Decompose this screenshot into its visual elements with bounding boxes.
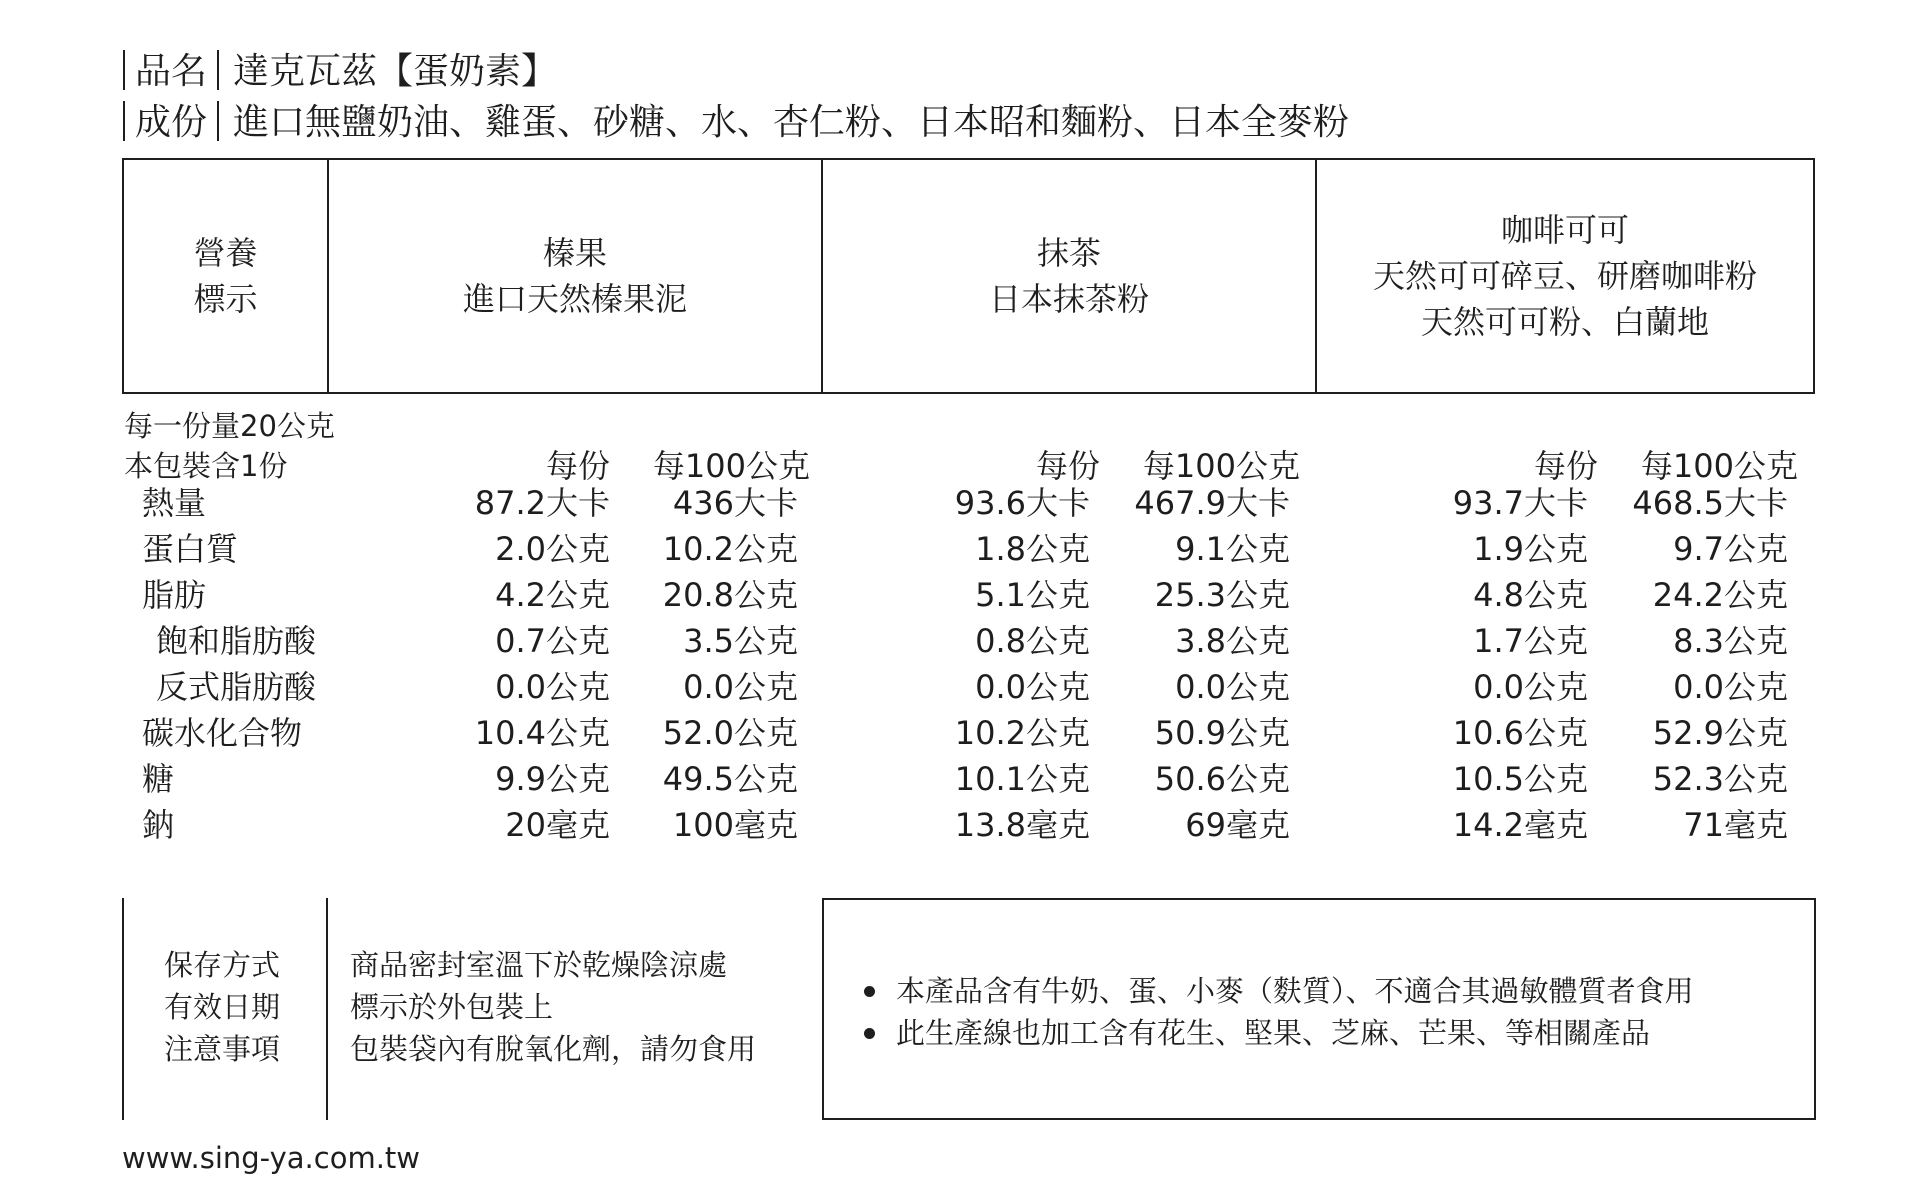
nutrient-value: 52.3公克 [1652,760,1788,798]
nutrient-value: 9.1公克 [1175,530,1290,568]
nutrient-value: 5.1公克 [975,576,1090,614]
nutrient-name: 飽和脂肪酸 [156,622,317,660]
divider-bar [123,50,125,90]
nutrition-label-line2: 標示 [193,280,258,318]
nutrient-value: 2.0公克 [495,530,610,568]
product-name-line [123,50,557,94]
nutrient-value: 3.8公克 [1175,622,1290,660]
nutrient-name: 蛋白質 [142,530,239,568]
nutrient-name: 碳水化合物 [142,714,303,752]
nutrient-value: 10.1公克 [954,760,1090,798]
allergen-note-text: 此生產線也加工含有花生、堅果、芝麻、芒果、等相關產品 [896,1016,1651,1050]
nutrient-value: 13.8毫克 [954,806,1090,844]
nutrient-value: 0.0公克 [1473,668,1588,706]
allergen-note [896,1012,1814,1054]
divider-line [326,898,328,1120]
divider-bar [217,101,219,141]
serving-size: 每一份量20公克 [124,409,335,443]
nutrient-name: 糖 [142,760,175,798]
col-header-per-100g: 每100公克 [1640,447,1798,485]
flavor-cell-hazelnut [329,160,823,392]
bullet-icon [864,986,875,997]
notice-label: 注意事項 [164,1032,281,1066]
nutrient-name: 熱量 [142,484,207,522]
nutrient-value: 50.6公克 [1154,760,1290,798]
expiry-label: 有效日期 [164,990,281,1024]
nutrition-label-line1: 營養 [193,234,258,272]
nutrient-value: 100毫克 [672,806,798,844]
flavor-name: 抹茶 [1036,234,1101,272]
nutrient-value: 20.8公克 [662,576,798,614]
nutrient-value: 8.3公克 [1673,622,1788,660]
nutrient-value: 436大卡 [672,484,798,522]
allergen-note [896,970,1814,1012]
col-header-per-serving: 每份 [1035,447,1100,485]
nutrient-value: 10.6公克 [1452,714,1588,752]
flavor-name: 咖啡可可 [1500,211,1629,249]
nutrient-value: 0.0公克 [1673,668,1788,706]
nutrient-name: 反式脂肪酸 [156,668,317,706]
nutrient-value: 87.2大卡 [474,484,610,522]
nutrient-value: 4.2公克 [495,576,610,614]
nutrient-name: 脂肪 [142,576,207,614]
nutrition-label-cell [124,160,329,392]
divider-bar [217,50,219,90]
ingredients-value: 進口無鹽奶油、雞蛋、砂糖、水、杏仁粉、日本昭和麵粉、日本全麥粉 [233,102,1350,143]
nutrient-value: 1.7公克 [1473,622,1588,660]
col-header-per-serving: 每份 [1533,447,1598,485]
nutrient-value: 10.2公克 [662,530,798,568]
nutrient-value: 71毫克 [1683,806,1788,844]
flavor-header-table [122,158,1815,394]
flavor-desc: 日本抹茶粉 [988,280,1149,318]
nutrient-value: 49.5公克 [662,760,798,798]
col-header-per-100g: 每100公克 [652,447,810,485]
nutrient-value: 24.2公克 [1652,576,1788,614]
nutrient-value: 1.8公克 [975,530,1090,568]
nutrient-value: 0.0公克 [975,668,1090,706]
flavor-desc: 天然可可粉、白蘭地 [1420,303,1709,341]
product-name-value: 達克瓦茲【蛋奶素】 [233,51,558,92]
nutrient-name: 鈉 [142,806,175,844]
divider-line [122,898,124,1120]
flavor-desc: 天然可可碎豆、研磨咖啡粉 [1372,257,1757,295]
nutrient-value: 9.9公克 [495,760,610,798]
allergen-notice-box [822,898,1816,1120]
nutrient-value: 9.7公克 [1673,530,1788,568]
website-url: www.sing-ya.com.tw [122,1141,421,1175]
expiry-value: 標示於外包裝上 [350,990,554,1024]
nutrient-value: 52.0公克 [662,714,798,752]
nutrient-value: 1.9公克 [1473,530,1588,568]
col-header-per-serving: 每份 [545,447,610,485]
col-header-per-100g: 每100公克 [1142,447,1300,485]
ingredients-line [123,101,1349,145]
nutrient-value: 93.6大卡 [954,484,1090,522]
divider-bar [123,101,125,141]
nutrient-value: 93.7大卡 [1452,484,1588,522]
nutrient-value: 69毫克 [1185,806,1290,844]
ingredients-label: 成份 [135,102,208,143]
flavor-cell-coffee-cocoa [1317,160,1813,392]
serving-count: 本包裝含1份 [124,449,288,483]
nutrient-value: 10.5公克 [1452,760,1588,798]
nutrient-value: 50.9公克 [1154,714,1290,752]
nutrient-value: 20毫克 [505,806,610,844]
flavor-name: 榛果 [542,234,607,272]
nutrient-value: 0.0公克 [495,668,610,706]
flavor-cell-matcha [823,160,1317,392]
nutrient-value: 10.2公克 [954,714,1090,752]
storage-label: 保存方式 [164,948,281,982]
nutrient-value: 3.5公克 [683,622,798,660]
nutrient-value: 52.9公克 [1652,714,1788,752]
storage-value: 商品密封室溫下於乾燥陰涼處 [350,948,728,982]
nutrient-value: 14.2毫克 [1452,806,1588,844]
nutrient-value: 0.0公克 [683,668,798,706]
nutrient-value: 4.8公克 [1473,576,1588,614]
nutrient-value: 0.0公克 [1175,668,1290,706]
product-name-label: 品名 [135,51,208,92]
nutrient-value: 0.8公克 [975,622,1090,660]
bullet-icon [864,1028,875,1039]
nutrient-value: 468.5大卡 [1632,484,1788,522]
nutrient-value: 467.9大卡 [1134,484,1290,522]
nutrient-value: 25.3公克 [1154,576,1290,614]
nutrient-value: 0.7公克 [495,622,610,660]
nutrient-value: 10.4公克 [474,714,610,752]
notice-value: 包裝袋內有脫氧化劑，請勿食用 [350,1032,757,1066]
flavor-desc: 進口天然榛果泥 [462,280,687,318]
allergen-note-text: 本產品含有牛奶、蛋、小麥（麩質）、不適合其過敏體質者食用 [896,974,1694,1008]
